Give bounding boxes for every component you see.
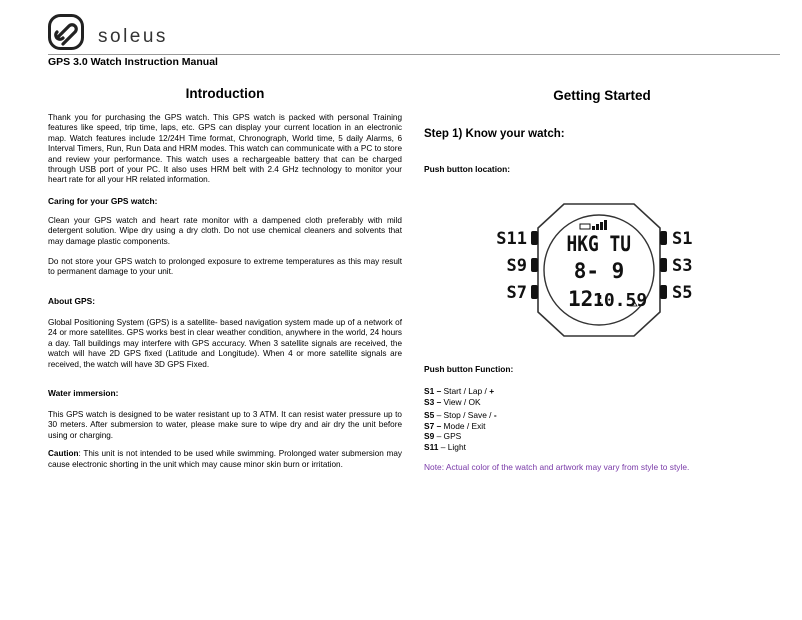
display-minute: 10.59 [593, 290, 648, 311]
water-paragraph: This GPS watch is designed to be water resistant up to 3 ATM. It can resist water pressure up to 30 meters. After submersion to water, please make sure to wipe dry and air dry the unit before using or charging. [48, 409, 402, 440]
button-s9 [531, 258, 538, 272]
label-s11: S11 [496, 229, 527, 249]
about-gps-paragraph: Global Positioning System (GPS) is a satellite- based navigation system made up of a network of 24 or more satellites. GPS works best in clear weather condition, anywhere in the world, 24 hours a day. Tall buildings may interfere with GPS accuracy. When 3 satellite signals are received, the watch will have 2D GPS fixed (Latitude and Longitude). When 4 or more satellite signals are received, the watch will have 3D GPS Fixed. [48, 317, 402, 369]
introduction-paragraph: Thank you for purchasing the GPS watch. This GPS watch is packed with personal Training features like speed, trip time, laps, etc. GPS can display your current location in an electronic map. Watch features include 12/24H Time format, Chronograph, World time, 5 daily Alarms, 6 Interval Timers, Run, Run Data and HRM modes. This watch can communicate with a PC to store and review your performance. This watch uses a rechargeable battery that can be charged through USB port of your PC. It also uses HRM belt with 2.4 GHz technology to monitor your heart rate for all your HR related information. [48, 113, 402, 185]
function-s5: S5 – Stop / Save / - [424, 410, 497, 420]
function-s3: S3 – View / OK [424, 396, 481, 407]
caution-paragraph [48, 449, 402, 470]
label-s3: S3 [672, 256, 693, 276]
brand-wordmark: soleus [98, 26, 168, 47]
function-s7: S7 – Mode / Exit [424, 420, 486, 431]
button-s5 [660, 285, 667, 299]
label-s1: S1 [672, 229, 693, 249]
button-function-list [424, 386, 497, 452]
style-note: Note: Actual color of the watch and artwork may vary from style to style. [424, 462, 690, 472]
label-s9: S9 [506, 256, 527, 276]
display-hour: 12: [568, 287, 606, 311]
caring-heading: Caring for your GPS watch: [48, 195, 158, 206]
function-s11: S11 – Light [424, 441, 466, 452]
caution-label: Caution [48, 449, 79, 459]
water-heading: Water immersion: [48, 387, 119, 398]
display-line-2: 8- 9 [573, 259, 625, 283]
button-s3 [660, 258, 667, 272]
label-s5: S5 [672, 283, 693, 303]
about-gps-heading: About GPS: [48, 295, 95, 306]
getting-started-heading: Getting Started [553, 88, 651, 103]
function-s1: S1 – Start / Lap / + [424, 386, 495, 396]
header-divider [48, 54, 780, 55]
label-s7: S7 [506, 283, 527, 303]
step-1-heading: Step 1) Know your watch: [424, 128, 565, 140]
display-line-1: HKG TU [566, 231, 631, 257]
soleus-logo-mark [50, 16, 83, 49]
introduction-heading: Introduction [185, 86, 265, 101]
watch-diagram [484, 200, 714, 340]
caution-text: : This unit is not intended to be used while swimming. Prolonged water submersion may cause electronic shorting in the unit which may cause minor skin burn or irritation. [48, 449, 402, 469]
caring-paragraph-2: Do not store your GPS watch to prolonged exposure to extreme temperatures as this may result to permanent damage to your unit. [48, 257, 402, 277]
push-button-location-heading: Push button location: [424, 164, 511, 174]
button-s11 [531, 231, 538, 245]
manual-title: GPS 3.0 Watch Instruction Manual [48, 56, 218, 68]
caring-paragraph-1: Clean your GPS watch and heart rate monitor with a dampened cloth preferably with mild detergent solution. Wipe dry using a dry cloth. Do not use chemical cleaners and solvents that may damage plastic components. [48, 215, 402, 246]
push-button-function-heading: Push button Function: [424, 364, 514, 374]
button-s7 [531, 285, 538, 299]
soleus-logo [48, 14, 198, 50]
left-column [48, 86, 402, 470]
function-s9: S9 – GPS [424, 431, 462, 441]
button-s1 [660, 231, 667, 245]
